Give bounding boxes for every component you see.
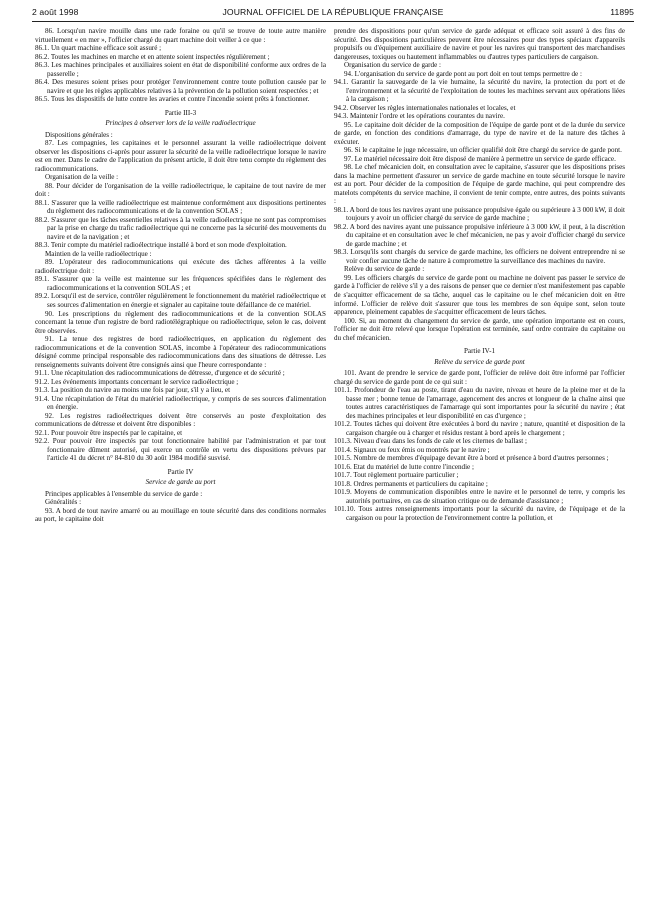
section-heading: Partie IV (167, 467, 194, 476)
paragraph: 99. Les officiers chargés du service de garde pont ou machine ne doivent pas passer le service de garde à l'officier de relève s'il y a des raisons de penser que ce dernier n'est manifestement pas capable de s'acquitter efficacement de sa tâche, auquel cas le capitaine ou le chef mécanicien doit en être informé. L'officier de relève doit s'assurer que tous les membres de son équipe sont, selon toute apparence, pleinement capables de s'acquitter efficacement de leurs tâches. (334, 273, 625, 317)
numbered-item: 101.10. Tous autres renseignements importants pour la sécurité du navire, de l'équipage et de la cargaison ou pour la protection de l'environnement contre la pollution, et (334, 505, 625, 522)
section-heading: Partie IV-1 (463, 347, 496, 356)
paragraph: 96. Si le capitaine le juge nécessaire, un officier qualifié doit être chargé du service de garde pont. (344, 146, 622, 155)
numbered-item: 94.3. Maintenir l'ordre et les opérations courantes du navire. (334, 112, 505, 121)
paragraph: 100. Si, au moment du changement du service de garde, une opération importante est en cours, l'officier ne doit être relevé que lorsque l'opération est terminée, sauf ordre contraire du capitaine ou du chef mécanicien. (334, 316, 625, 342)
numbered-item: 101.6. Etat du matériel de lutte contre l'incendie ; (334, 462, 474, 471)
numbered-item: 101.5. Nombre de membres d'équipage devant être à bord et présence à bord d'autres personnes ; (334, 454, 609, 463)
numbered-item: 91.3. La position du navire au moins une fois par jour, s'il y a lieu, et (35, 386, 231, 395)
paragraph: 94. L'organisation du service de garde pont au port doit en tout temps permettre de : (344, 69, 582, 78)
paragraph: 101. Avant de prendre le service de garde pont, l'officier de relève doit être informé par l'officier chargé du service de garde pont de ce qui suit : (334, 369, 625, 386)
numbered-item: 98.2. A bord des navires ayant une puissance propulsive inférieure à 3 000 kW, il peut, à la discrétion du capitaine et en consultation avec le chef mécanicien, ne pas y avoir d'officier chargé du service de garde machine ; et (334, 222, 625, 248)
numbered-item: 91.1. Une récapitulation des radiocommunications de détresse, d'urgence et de sécurité ; (35, 369, 285, 378)
numbered-item: 101.3. Niveau d'eau dans les fonds de cale et les citernes de ballast ; (334, 437, 527, 446)
numbered-item: 101.7. Tout règlement portuaire particulier ; (334, 471, 459, 480)
subsection-label: Généralités : (45, 498, 82, 507)
paragraph: 93. A bord de tout navire amarré ou au mouillage en toute sécurité dans des conditions normales au port, le capitaine doit (35, 506, 326, 524)
paragraph: 90. Les prescriptions du règlement des radiocommunications et de la convention SOLAS concernant la tenue d'un registre de bord radiotélégraphique ou radioélectrique, selon le cas, doivent être observées. (35, 309, 326, 335)
numbered-item: 91.2. Les événements importants concernant le service radioélectrique ; (35, 377, 239, 386)
header-rule (32, 21, 634, 22)
paragraph: 98. Le chef mécanicien doit, en consultation avec le capitaine, s'assurer que les dispositions prises dans la machine permettent d'assurer un service de garde machine en toute sécurité lorsque le navire est au port. Pour décider de la composition de l'équipe de garde machine, qui peut comprendre des matelots compétents du service machine, il convient de tenir compte, entre autres, des points suivants : (334, 163, 625, 206)
page-header (32, 7, 634, 21)
numbered-item: 86.5. Tous les dispositifs de lutte contre les avaries et contre l'incendie soient prêts à fonctionner. (35, 95, 310, 104)
paragraph: 97. Le matériel nécessaire doit être disposé de manière à permettre un service de garde efficace. (344, 154, 616, 163)
numbered-item: 101.1. Profondeur de l'eau au poste, tirant d'eau du navire, niveau et heure de la pleine mer et de la basse mer ; bonne tenue de l'amarrage, agencement des ancres et longueur de la chaîne ainsi que toutes autres caractéristiques de l'amarrage qui sont importantes pour la sécurité du navire ; état des machines principales et leur disponibilité en cas d'urgence ; (334, 386, 625, 420)
header-page-number: 11895 (610, 7, 634, 17)
numbered-item: 86.2. Toutes les machines en marche et en attente soient inspectées régulièrement ; (35, 52, 270, 61)
subsection-label: Dispositions générales : (45, 130, 113, 139)
header-date: 2 août 1998 (32, 7, 79, 17)
section-heading: Partie III-3 (164, 108, 197, 117)
left-column (35, 27, 326, 897)
right-column (334, 27, 625, 897)
numbered-item: 98.3. Lorsqu'ils sont chargés du service de garde machine, les officiers ne doivent entreprendre ni se voir confier aucune tâche de nature à compromettre la surveillance des machines du navire. (334, 248, 625, 265)
subsection-label: Principes applicables à l'ensemble du service de garde : (45, 489, 203, 498)
subsection-label: Organisation du service de garde : (344, 61, 441, 70)
numbered-item: 94.2. Observer les règles internationales nationales et locales, et (334, 103, 516, 112)
numbered-item: 94.1. Garantir la sauvegarde de la vie humaine, la sécurité du navire, la protection du port et de l'environnement et la sécurité de l'exploitation de toutes les machines servant aux opérations liées à la cargaison ; (334, 78, 625, 104)
numbered-item: 101.9. Moyens de communication disponibles entre le navire et le personnel de terre, y compris les autorités portuaires, en cas de situation critique ou de demande d'assistance ; (334, 488, 625, 505)
numbered-item: 86.1. Un quart machine efficace soit assuré ; (35, 44, 162, 53)
header-journal-title: JOURNAL OFFICIEL DE LA RÉPUBLIQUE FRANÇAISE (222, 7, 444, 17)
numbered-item: 92.1. Pour pouvoir être inspectés par le capitaine, et (35, 428, 183, 437)
subsection-label: Relève du service de garde : (344, 265, 425, 274)
numbered-item: 91.4. Une récapitulation de l'état du matériel radioélectrique, y compris de ses sources d'alimentation en énergie. (35, 394, 326, 412)
numbered-item: 89.1. S'assurer que la veille est maintenue sur les fréquences spécifiées dans le règlement des radiocommunications et la convention SOLAS ; et (35, 275, 326, 292)
section-subtitle: Principes à observer lors de la veille radioélectrique (105, 119, 256, 128)
paragraph: 87. Les compagnies, les capitaines et le personnel assurant la veille radioélectrique doivent observer les dispositions ci-après pour assurer la sécurité de la veille radioélectrique lorsque le navire est en mer. Dans le cadre de l'application du présent article, il doit être tenu compte du règlement des radiocommunications. (35, 139, 326, 173)
numbered-item: 86.3. Les machines principales et auxiliaires soient en état de disponibilité conforme aux ordres de la passerelle ; (35, 61, 326, 78)
section-subtitle: Service de garde au port (145, 478, 216, 487)
subsection-label: Maintien de la veille radioélectrique : (45, 249, 152, 258)
section-subtitle: Relève du service de garde pont (434, 357, 525, 366)
numbered-item: 92.2. Pour pouvoir être inspectés par tout fonctionnaire habilité par l'administration et par tout fonctionnaire dûment autorisé, qui exerce un contrôle en vertu des dispositions prévues par l'article 41 du décret n° 84-810 du 30 août 1984 modifié susvisé. (35, 437, 326, 463)
paragraph: 88. Pour décider de l'organisation de la veille radioélectrique, le capitaine de tout navire de mer doit : (35, 181, 326, 199)
numbered-item: 101.4. Signaux ou feux émis ou montrés par le navire ; (334, 445, 490, 454)
numbered-item: 101.2. Toutes tâches qui doivent être exécutées à bord du navire ; nature, quantité et disposition de la cargaison chargée ou à charger et résidus restant à bord après le chargement ; (334, 420, 625, 437)
paragraph: 89. L'opérateur des radiocommunications qui exécute des tâches afférentes à la veille radioélectrique doit : (35, 258, 326, 275)
numbered-item: 89.2. Lorsqu'il est de service, contrôler régulièrement le fonctionnement du matériel radioélectrique et ses sources d'alimentation en énergie et signaler au capitaine toute défaillance de ce matériel. (35, 292, 326, 309)
paragraph: 92. Les registres radioélectriques doivent être conservés au poste d'exploitation des communications de détresse et doivent être disponibles : (35, 411, 326, 429)
numbered-item: 88.3. Tenir compte du matériel radioélectrique installé à bord et son mode d'exploitation. (35, 241, 287, 250)
numbered-item: 101.8. Ordres permanents et particuliers du capitaine ; (334, 479, 488, 488)
numbered-item: 86.4. Des mesures soient prises pour protéger l'environnement contre toute pollution causée par le navire et que les règles applicables relatives à la prévention de la pollution soient respectées ; et (35, 78, 326, 95)
paragraph: 95. Le capitaine doit décider de la composition de l'équipe de garde pont et de la durée du service de garde, en fonction des conditions d'amarrage, du type de navire et de la nature des tâches à exécuter. (334, 120, 625, 146)
paragraph: 86. Lorsqu'un navire mouille dans une rade foraine ou qu'il se trouve de toute autre manière virtuellement « en mer », l'officier chargé du quart machine doit veiller à ce que : (35, 27, 326, 44)
numbered-item: 98.1. A bord de tous les navires ayant une puissance propulsive égale ou supérieure à 3 000 kW, il doit toujours y avoir un officier chargé du service de garde machine ; (334, 205, 625, 223)
subsection-label: Organisation de la veille : (45, 173, 119, 182)
paragraph: 91. La tenue des registres de bord radioélectriques, en application du règlement des radiocommunications et de la convention SOLAS, incombe à l'opérateur des radiocommunications désigné comme principal responsable des radiocommunications dans des situations de détresse. Les renseignements suivants doivent être consignés ainsi que l'heure correspondante : (35, 335, 326, 369)
paragraph: prendre des dispositions pour qu'un service de garde adéquat et efficace soit assuré à des fins de sécurité. Des dispositions particulières peuvent être nécessaires pour des types spéciaux d'appareils propulsifs ou d'équipement auxiliaire de navire et pour les navires qui transportent des marchandises dangereuses, toxiques ou hautement inflammables ou d'autres types particuliers de cargaison. (334, 27, 625, 61)
numbered-item: 88.2. S'assurer que les tâches essentielles relatives à la veille radioélectrique ne sont pas compromises par la prise en charge du trafic radioélectrique qui ne concerne pas la sécurité des mouvements du navire et de la navigation ; et (35, 215, 326, 241)
numbered-item: 88.1. S'assurer que la veille radioélectrique est maintenue conformément aux dispositions pertinentes du règlement des radiocommunications et de la convention SOLAS ; (35, 198, 326, 216)
